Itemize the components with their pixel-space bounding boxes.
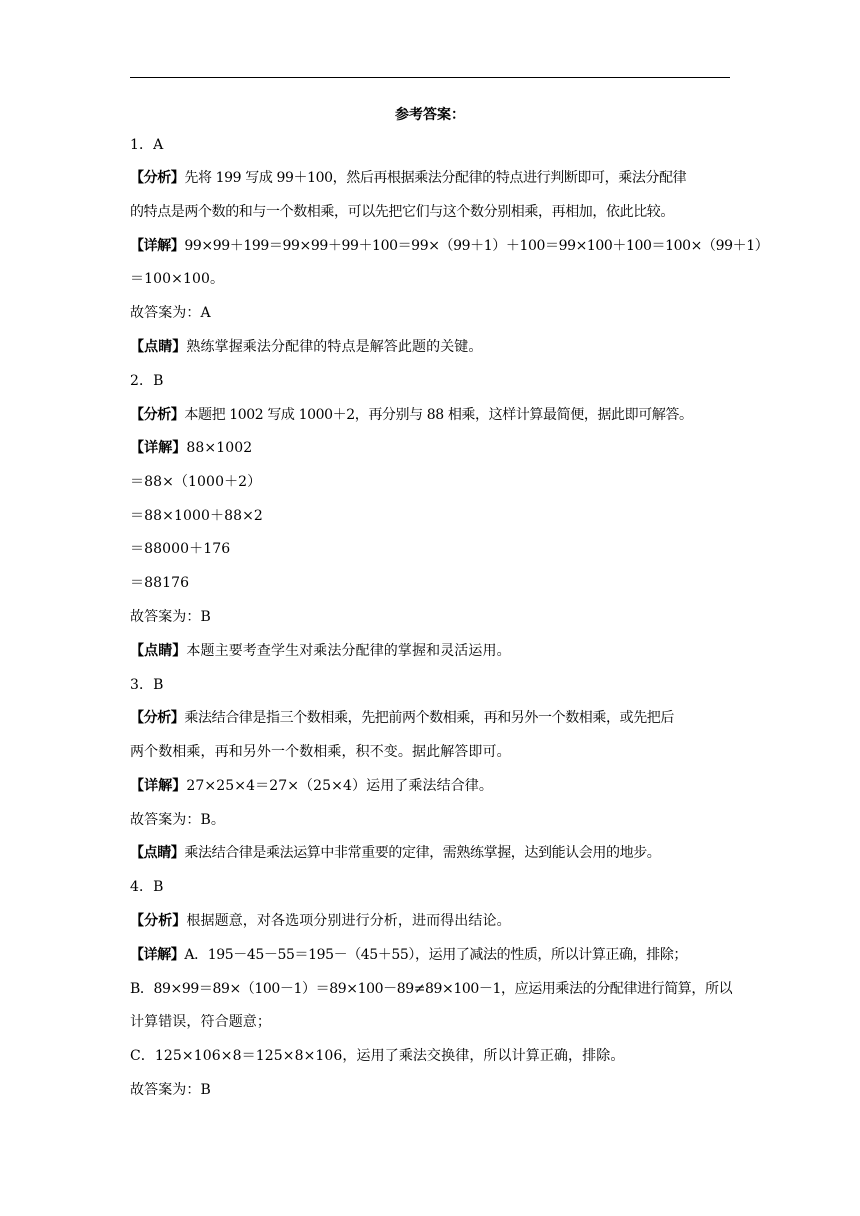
detail-2-step-4: ＝88176 (130, 575, 190, 591)
answer-3: 故答案为：B。 (130, 812, 225, 828)
answer-4: 故答案为：B (130, 1082, 211, 1098)
analysis-4: 【分析】根据题意，对各选项分别进行分析，进而得出结论。 (130, 913, 511, 929)
detail-4-option-c: C．125×106×8＝125×8×106，运用了乘法交换律，所以计算正确，排除。 (130, 1048, 625, 1064)
analysis-2: 【分析】本题把 1002 写成 1000＋2，再分别与 88 相乘，这样计算最简便，据此即可解答。 (130, 407, 693, 423)
comment-2: 【点睛】本题主要考查学生对乘法分配律的掌握和灵活运用。 (130, 643, 511, 659)
detail-2-step-2: ＝88×1000＋88×2 (130, 508, 263, 524)
detail-4-option-b: B．89×99＝89×（100－1）＝89×100－89≠89×100－1，应运用乘法的分配律进行简算，所以 (130, 981, 733, 997)
answer-heading-1: 1．A (130, 137, 164, 153)
analysis-3-cont: 两个数相乘，再和另外一个数相乘，积不变。据此解答即可。 (130, 744, 511, 760)
comment-3: 【点睛】乘法结合律是乘法运算中非常重要的定律，需熟练掌握，达到能认会用的地步。 (130, 845, 661, 861)
detail-2-step-1: ＝88×（1000＋2） (130, 474, 262, 490)
detail-3: 【详解】27×25×4＝27×（25×4）运用了乘法结合律。 (130, 778, 493, 794)
answer-heading-4: 4．B (130, 879, 164, 895)
answer-1: 故答案为：A (130, 305, 211, 321)
header-rule (130, 77, 730, 78)
analysis-1: 【分析】先将 199 写成 99＋100，然后再根据乘法分配律的特点进行判断即可，乘法分配律 (130, 170, 687, 186)
detail-2: 【详解】88×1002 (130, 440, 253, 456)
answer-heading-2: 2．B (130, 373, 164, 389)
detail-2-step-3: ＝88000＋176 (130, 541, 231, 557)
page-title: 参考答案： (395, 107, 465, 123)
analysis-1-cont: 的特点是两个数的和与一个数相乘，可以先把它们与这个数分别相乘，再相加，依此比较。 (130, 204, 674, 220)
comment-1: 【点睛】熟练掌握乘法分配律的特点是解答此题的关键。 (130, 339, 483, 355)
analysis-3: 【分析】乘法结合律是指三个数相乘，先把前两个数相乘，再和另外一个数相乘，或先把后 (130, 710, 675, 726)
answer-2: 故答案为：B (130, 609, 211, 625)
detail-1-cont: ＝100×100。 (130, 271, 225, 287)
answer-heading-3: 3．B (130, 677, 164, 693)
detail-4-option-b-cont: 计算错误，符合题意； (130, 1014, 271, 1030)
detail-4: 【详解】A．195－45－55＝195－（45＋55），运用了减法的性质，所以计算正确，排除； (130, 947, 688, 963)
detail-1: 【详解】99×99＋199＝99×99＋99＋100＝99×（99＋1）＋100＝99×100＋100＝100×（99＋1） (130, 238, 769, 254)
